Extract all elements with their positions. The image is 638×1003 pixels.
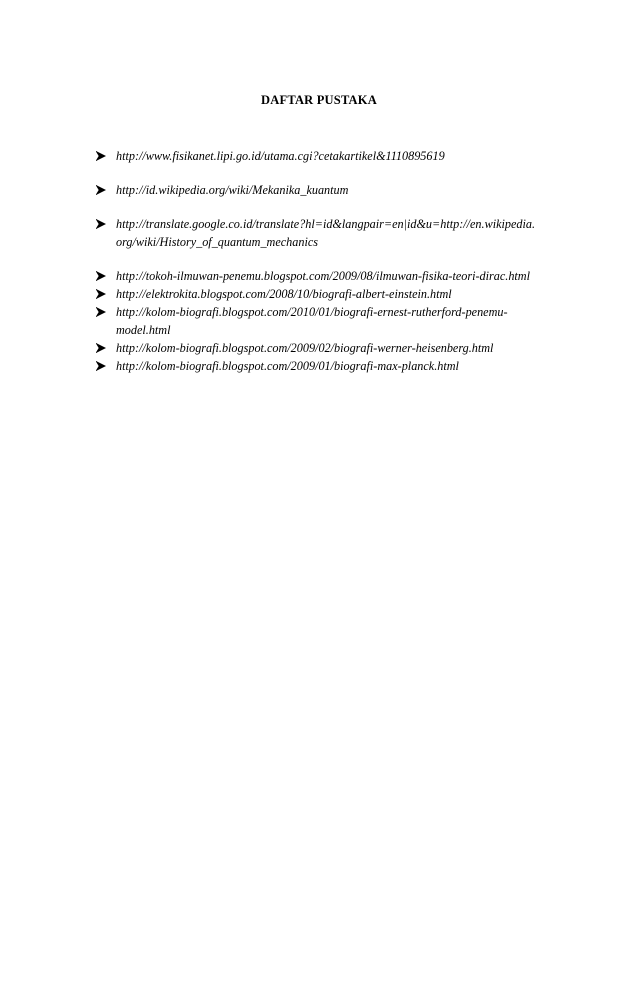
reference-url-line: http://www.fisikanet.lipi.go.id/utama.cgi?cetakartikel&1110895619 [116,149,445,163]
reference-url-line: model.html [116,323,171,337]
arrowhead-bullet-icon [96,271,106,281]
reference-item [96,215,566,251]
arrowhead-bullet-icon [96,289,106,299]
reference-list [96,147,566,375]
reference-item [96,285,566,303]
reference-url-line: http://kolom-biografi.blogspot.com/2010/01/biografi-ernest-rutherford-penemu- [116,305,508,319]
reference-item [96,267,566,285]
reference-url-line: http://translate.google.co.id/translate?hl=id&langpair=en|id&u=http://en.wikipedia. [116,217,536,231]
reference-url-line: http://kolom-biografi.blogspot.com/2009/01/biografi-max-planck.html [116,359,459,373]
reference-item [96,181,566,199]
reference-url-line: http://elektrokita.blogspot.com/2008/10/biografi-albert-einstein.html [116,287,452,301]
arrowhead-bullet-icon [96,361,106,371]
reference-item [96,357,566,375]
arrowhead-bullet-icon [96,219,106,229]
arrowhead-bullet-icon [96,151,106,161]
reference-url-line: org/wiki/History_of_quantum_mechanics [116,235,318,249]
reference-item [96,339,566,357]
reference-url-line: http://id.wikipedia.org/wiki/Mekanika_kuantum [116,183,349,197]
reference-url-line: http://tokoh-ilmuwan-penemu.blogspot.com/2009/08/ilmuwan-fisika-teori-dirac.html [116,269,530,283]
arrowhead-bullet-icon [96,343,106,353]
arrowhead-bullet-icon [96,307,106,317]
reference-item [96,147,566,165]
reference-url-line: http://kolom-biografi.blogspot.com/2009/02/biografi-werner-heisenberg.html [116,341,494,355]
page-title: DAFTAR PUSTAKA [261,93,377,107]
reference-item [96,303,566,339]
arrowhead-bullet-icon [96,185,106,195]
